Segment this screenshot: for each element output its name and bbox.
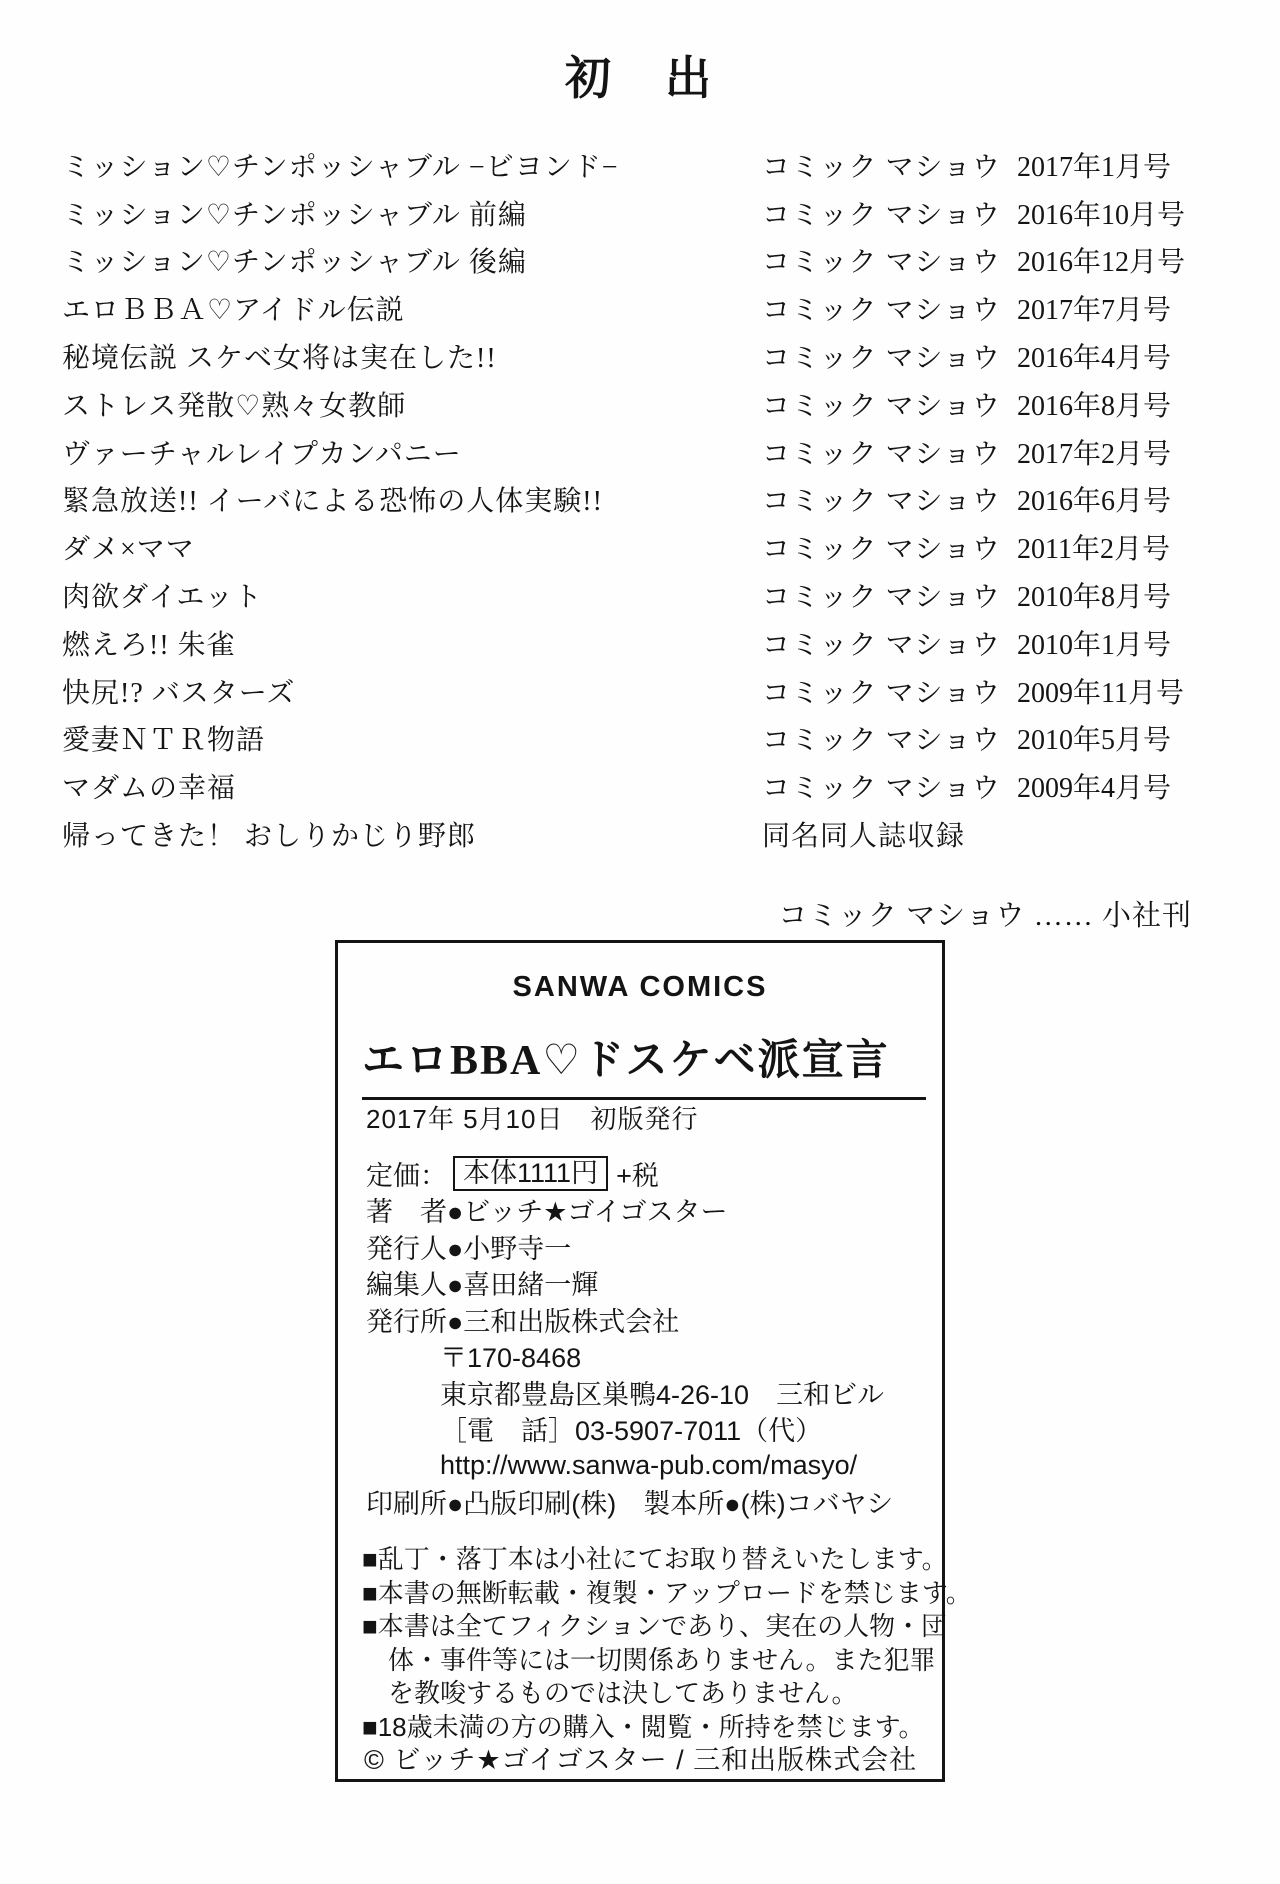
publication-row (62, 189, 1222, 237)
magazine-name: 同名同人誌収録 (762, 821, 966, 853)
issue-date: 2016年10月号 (1017, 199, 1186, 231)
magazine-name: コミック マショウ (762, 199, 1001, 231)
magazine-name: コミック マショウ (762, 151, 1001, 183)
issue-date: 2017年1月号 (1017, 151, 1172, 183)
work-title: エロＢＢＡ♡アイドル伝説 (62, 295, 405, 327)
work-title: 燃えろ!! 朱雀 (62, 629, 236, 661)
publisher-info-line: 編集人●喜田緒一輝 (366, 1270, 599, 1301)
work-title: マダムの幸福 (62, 773, 237, 805)
notice-line: ■本書は全てフィクションであり、実在の人物・団 (362, 1611, 948, 1642)
copyright-line: © ビッチ★ゴイゴスター / 三和出版株式会社 (364, 1745, 918, 1775)
issue-date: 2016年8月号 (1017, 390, 1172, 422)
edition-line: 2017年 5月10日 初版発行 (366, 1104, 699, 1134)
issue-date: 2016年12月号 (1017, 247, 1186, 279)
magazine-name: コミック マショウ (762, 343, 1001, 375)
issue-date: 2017年7月号 (1017, 295, 1172, 327)
issue-date: 2017年2月号 (1017, 438, 1172, 470)
brand-label: SANWA COMICS (512, 971, 768, 1003)
price-line (366, 1155, 934, 1192)
magazine-name: コミック マショウ (762, 438, 1001, 470)
issue-date: 2016年6月号 (1017, 486, 1172, 518)
issue-date: 2010年1月号 (1017, 629, 1172, 661)
notice-line: を教唆するものでは決してありません。 (388, 1678, 858, 1709)
publication-row (62, 619, 1222, 667)
work-title: ヴァーチャルレイプカンパニー (62, 438, 462, 470)
publication-row (62, 380, 1222, 428)
publisher-info-line: ［電 話］03-5907-7011（代） (440, 1416, 823, 1447)
issue-date: 2009年4月号 (1017, 773, 1172, 805)
issue-date: 2010年8月号 (1017, 582, 1172, 614)
publication-row (62, 715, 1222, 763)
work-title: ダメ×ママ (62, 534, 195, 566)
publication-row (62, 237, 1222, 285)
publication-row (62, 810, 1222, 858)
notice-line: ■18歳未満の方の購入・閲覧・所持を禁じます。 (362, 1711, 925, 1742)
magazine-name: コミック マショウ (762, 773, 1001, 805)
work-title: ミッション♡チンポッシャブル −ビヨンド− (62, 151, 619, 183)
magazine-name: コミック マショウ (762, 390, 1001, 422)
notice-line: ■本書の無断転載・複製・アップロードを禁じます。 (362, 1577, 972, 1608)
publisher-info-line: http://www.sanwa-pub.com/masyo/ (440, 1449, 858, 1480)
publisher-info (366, 1155, 934, 1520)
issue-date: 2010年5月号 (1017, 725, 1172, 757)
work-title: 愛妻ＮＴＲ物語 (62, 725, 266, 757)
work-title: 緊急放送!! イーバによる恐怖の人体実験!! (62, 486, 603, 518)
publication-row (62, 332, 1222, 380)
work-title: ミッション♡チンポッシャブル 前編 (62, 199, 527, 231)
price-label: 定価： (366, 1160, 447, 1191)
magazine-name: コミック マショウ (762, 677, 1001, 709)
publisher-note: コミック マショウ …… 小社刊 (778, 900, 1192, 932)
issue-date: 2009年11月号 (1017, 677, 1184, 709)
price-suffix: +税 (616, 1160, 659, 1191)
work-title: 帰ってきた！ おしりかじり野郎 (62, 821, 477, 853)
publication-row (62, 667, 1222, 715)
publisher-info-line: 印刷所●凸版印刷(株) 製本所●(株)コバヤシ (366, 1489, 894, 1520)
work-title: ストレス発散♡熟々女教師 (62, 390, 407, 422)
issue-date: 2011年2月号 (1017, 534, 1170, 566)
magazine-name: コミック マショウ (762, 247, 1001, 279)
magazine-name: コミック マショウ (762, 725, 1001, 757)
publication-row (62, 762, 1222, 810)
magazine-name: コミック マショウ (762, 486, 1001, 518)
publication-list (62, 141, 1222, 858)
page-title: 初 出 (565, 53, 715, 104)
book-title: エロBBA♡ドスケベ派宣言 (362, 1027, 926, 1100)
magazine-name: コミック マショウ (762, 295, 1001, 327)
price-box: 本体1111円 (453, 1156, 608, 1191)
publication-row (62, 284, 1222, 332)
magazine-name: コミック マショウ (762, 629, 1001, 661)
work-title: 肉欲ダイエット (62, 582, 263, 614)
magazine-name: コミック マショウ (762, 534, 1001, 566)
publication-row (62, 523, 1222, 571)
colophon-box (335, 940, 972, 1782)
work-title: 快尻!? バスターズ (62, 677, 296, 709)
publication-row (62, 141, 1222, 189)
publication-row (62, 428, 1222, 476)
publisher-info-line: 東京都豊島区巣鴨4-26-10 三和ビル (440, 1379, 885, 1410)
notice-line: 体・事件等には一切関係ありません。また犯罪 (388, 1644, 936, 1675)
notices (362, 1541, 972, 1742)
magazine-name: コミック マショウ (762, 582, 1001, 614)
issue-date: 2016年4月号 (1017, 343, 1172, 375)
publisher-info-line: 発行人●小野寺一 (366, 1233, 572, 1264)
publication-row (62, 476, 1222, 524)
publication-row (62, 571, 1222, 619)
work-title: ミッション♡チンポッシャブル 後編 (62, 247, 527, 279)
publisher-info-line: 〒170-8468 (440, 1343, 582, 1374)
publisher-info-line: 著 者●ビッチ★ゴイゴスター (366, 1197, 728, 1228)
work-title: 秘境伝説 スケベ女将は実在した!! (62, 343, 497, 375)
notice-line: ■乱丁・落丁本は小社にてお取り替えいたします。 (362, 1544, 948, 1575)
publisher-info-line: 発行所●三和出版株式会社 (366, 1306, 680, 1337)
